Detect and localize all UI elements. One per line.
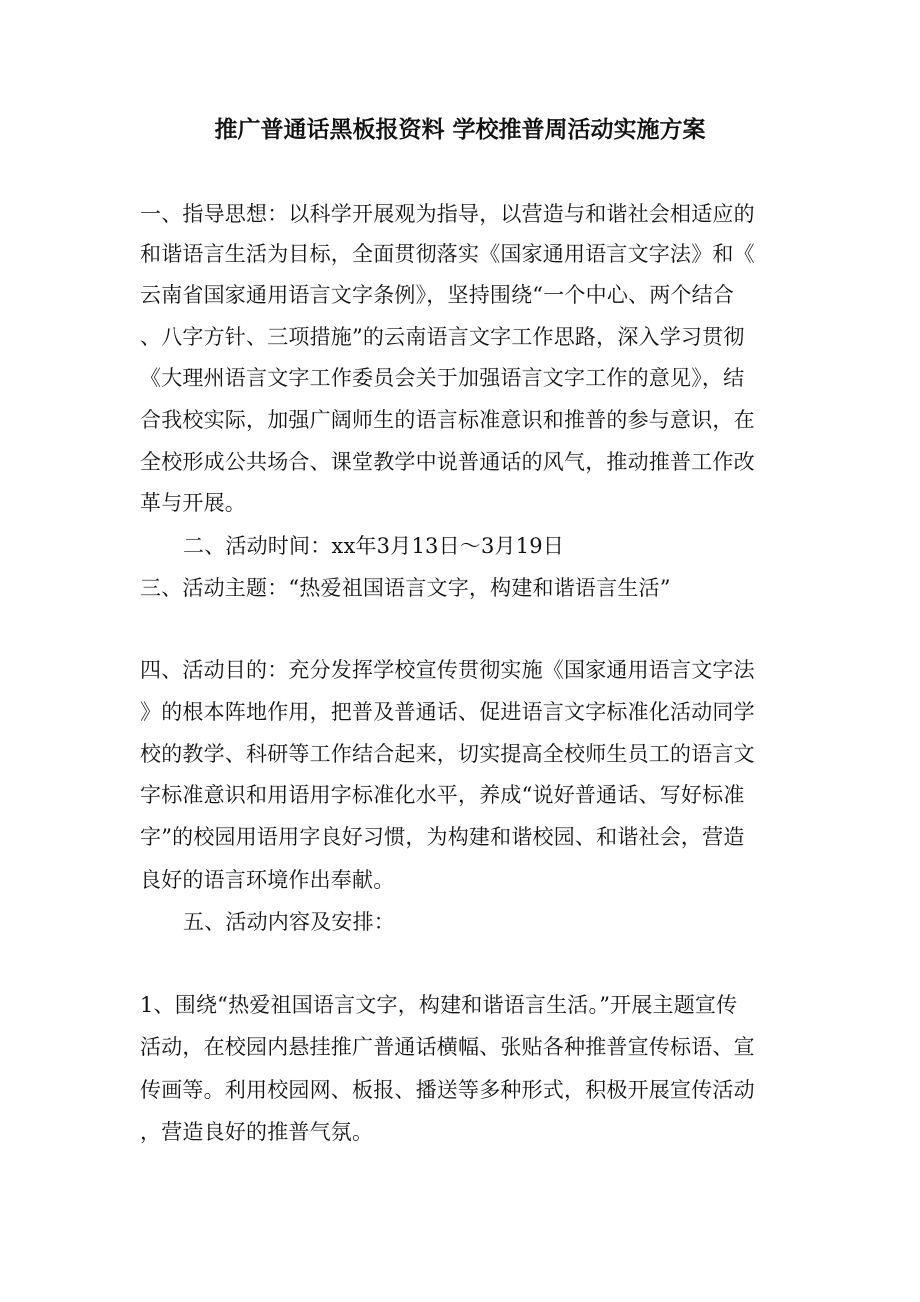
document-title: 推广普通话黑板报资料 学校推普周活动实施方案 xyxy=(214,116,706,143)
activity-theme-line: 三、活动主题：“热爱祖国语言文字，构建和谐语言生活” xyxy=(140,576,671,600)
paragraph-line: 一、指导思想：以科学开展观为指导，以营造与和谐社会相适应的 xyxy=(140,202,755,226)
paragraph-line: 革与开展。 xyxy=(140,491,246,515)
paragraph-line: 和谐语言生活为目标，全面贯彻落实《国家通用语言文字法》和《 xyxy=(140,242,755,266)
section-heading: 五、活动内容及安排： xyxy=(183,910,395,934)
paragraph-line: ，营造良好的推普气氛。 xyxy=(140,1120,374,1144)
paragraph-line: 字标准意识和用语用字标准化水平，养成“说好普通话、写好标准 xyxy=(140,783,745,807)
paragraph-line: 全校形成公共场合、课堂教学中说普通话的风气，推动推普工作改 xyxy=(140,450,755,474)
activity-time-line: 二、活动时间：xx年3月13日～3月19日 xyxy=(183,534,565,558)
paragraph-line: 校的教学、科研等工作结合起来，切实提高全校师生员工的语言文 xyxy=(140,742,755,766)
paragraph-line: 四、活动目的：充分发挥学校宣传贯彻实施《国家通用语言文字法 xyxy=(140,658,755,682)
paragraph-line: 传画等。利用校园网、板报、播送等多种形式，积极开展宣传活动 xyxy=(140,1078,755,1102)
paragraph-line: 1、围绕“热爱祖国语言文字，构建和谐语言生活。”开展主题宣传 xyxy=(140,993,738,1017)
paragraph-line: 、八字方针、三项措施”的云南语言文字工作思路，深入学习贯彻 xyxy=(140,325,745,349)
paragraph-line: 云南省国家通用语言文字条例》，坚持围绕“一个中心、两个结合 xyxy=(140,283,735,307)
paragraph-line: 良好的语言环境作出奉献。 xyxy=(140,868,395,892)
paragraph-line: 》的根本阵地作用，把普及普通话、促进语言文字标准化活动同学 xyxy=(140,700,755,724)
paragraph-line: 《大理州语言文字工作委员会关于加强语言文字工作的意见》，结 xyxy=(140,366,745,390)
paragraph-line: 字”的校园用语用字良好习惯，为构建和谐校园、和谐社会，营造 xyxy=(140,825,745,849)
paragraph-line: 合我校实际，加强广阔师生的语言标准意识和推普的参与意识，在 xyxy=(140,408,755,432)
paragraph-line: 活动，在校园内悬挂推广普通话横幅、张贴各种推普宣传标语、宣 xyxy=(140,1035,755,1059)
